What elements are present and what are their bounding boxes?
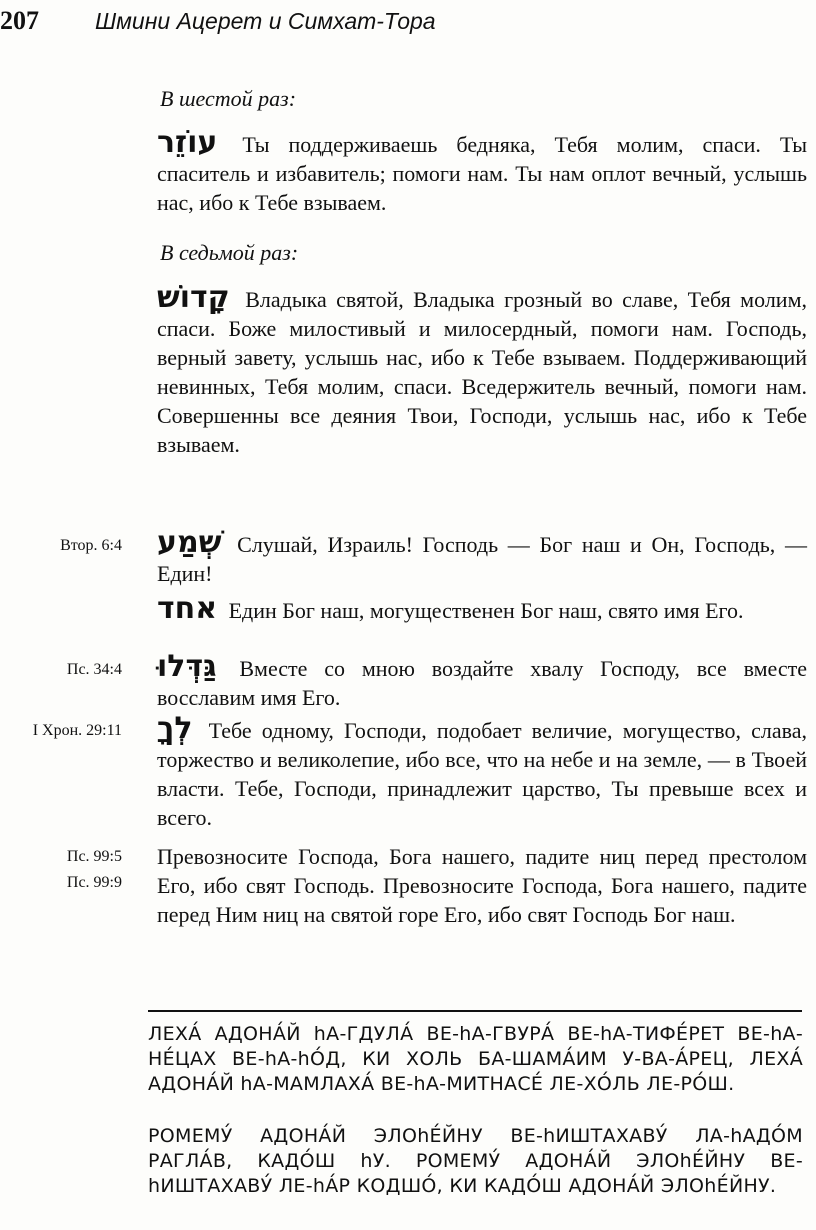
- verse-ref: Пс. 99:5: [66, 848, 122, 865]
- hebrew-word: עוֹזֵר: [157, 125, 218, 160]
- transliteration-paragraph: ЛЕХА́ АДОНА́Й hА-ГДУЛА́ ВЕ-hА-ГВУРА́ ВЕ-hА-ТИФЕ́РЕТ ВЕ-hА-НЕ́ЦАХ ВЕ-hА-hО́Д, КИ ХОЛЬ БА-ШАМА́ИМ У-ВА-А́РЕЦ, ЛЕХА́ АДОНА́Й hА-МАМЛАХА́ ВЕ-hА-МИТНАСЕ́ ЛЕ-ХО́ЛЬ ЛЕ-РО́Ш.: [148, 1023, 803, 1095]
- hebrew-word: לְךָ: [157, 711, 193, 746]
- hebrew-word: קָדוֹשׁ: [157, 280, 230, 315]
- verse-ref: Пс. 99:9: [66, 874, 122, 891]
- section-label-seventh: В седьмой раз:: [160, 240, 299, 265]
- paragraph-sixth: [157, 125, 807, 217]
- verse-text: Тебе одному, Господи, подобает величие, могущество, слава, торжество и великолепие, ибо все, что на небе и на земле, — в Твоей власти. Тебе, Господи, принадлежит царство, Ты превыше всех и всего.: [157, 718, 808, 830]
- verse-final: [157, 842, 807, 929]
- verse-ref: Пс. 34:4: [66, 661, 122, 678]
- page-number: 207: [0, 6, 39, 35]
- verse-text: Превозносите Господа, Бога нашего, падите ниц перед престолом Его, ибо свят Господь. Превозносите Господа, Бога нашего, падите перед Ним ниц на святой горе Его, ибо свят Господь Бог наш.: [157, 844, 807, 927]
- paragraph-seventh: [157, 280, 807, 459]
- transliteration-paragraph: РОМЕМУ́ АДОНА́Й ЭЛОhЕ́ЙНУ ВЕ-hИШТАХАВУ́ ЛА-hАДО́М РАГЛА́В, КАДО́Ш hУ. РОМЕМУ́ АДОНА́Й ЭЛОhЕ́ЙНУ ВЕ-hИШТАХАВУ́ ЛЕ-hА́Р КОДШО́, КИ КАДО́Ш АДОНА́Й ЭЛОhЕ́ЙНУ.: [148, 1125, 803, 1197]
- hebrew-word: שְׁמַע: [157, 525, 222, 560]
- hebrew-word: אחד: [157, 591, 218, 626]
- divider: [148, 1010, 802, 1012]
- hebrew-word: גַּדְּלוּ: [157, 649, 217, 684]
- page-header: [0, 6, 816, 40]
- verse-ref: Втор. 6:4: [60, 537, 122, 554]
- section-label-sixth: В шестой раз:: [160, 86, 297, 111]
- verse-text: Един Бог наш, могущественен Бог наш, свято имя Его.: [228, 598, 744, 623]
- verse: [157, 649, 808, 712]
- paragraph-text: Ты поддерживаешь бедняка, Тебя молим, спаси. Ты спаситель и избавитель; помоги нам. Ты нам оплот вечный, услышь нас, ибо к Тебе взываем.: [157, 132, 807, 215]
- verse: [157, 711, 808, 832]
- verse: [157, 525, 807, 588]
- running-title: Шмини Ацерет и Симхат-Тора: [95, 8, 436, 34]
- verse: [157, 591, 807, 626]
- paragraph-text: Владыка святой, Владыка грозный во славе, Тебя молим, спаси. Боже милостивый и милосердный, помоги нам. Господь, верный завету, услышь нас, ибо к Тебе взываем. Поддерживающий невинных, Тебя молим, спаси. Вседержитель вечный, помоги нам. Совершенны все деяния Твои, Господи, услышь нас, ибо к Тебе взываем.: [157, 287, 807, 457]
- verse-ref: I Хрон. 29:11: [32, 722, 122, 739]
- verse-text: Вместе со мною воздайте хвалу Господу, все вместе восславим имя Его.: [157, 656, 808, 710]
- verse-text: Слушай, Израиль! Господь — Бог наш и Он, Господь, — Един!: [157, 532, 807, 586]
